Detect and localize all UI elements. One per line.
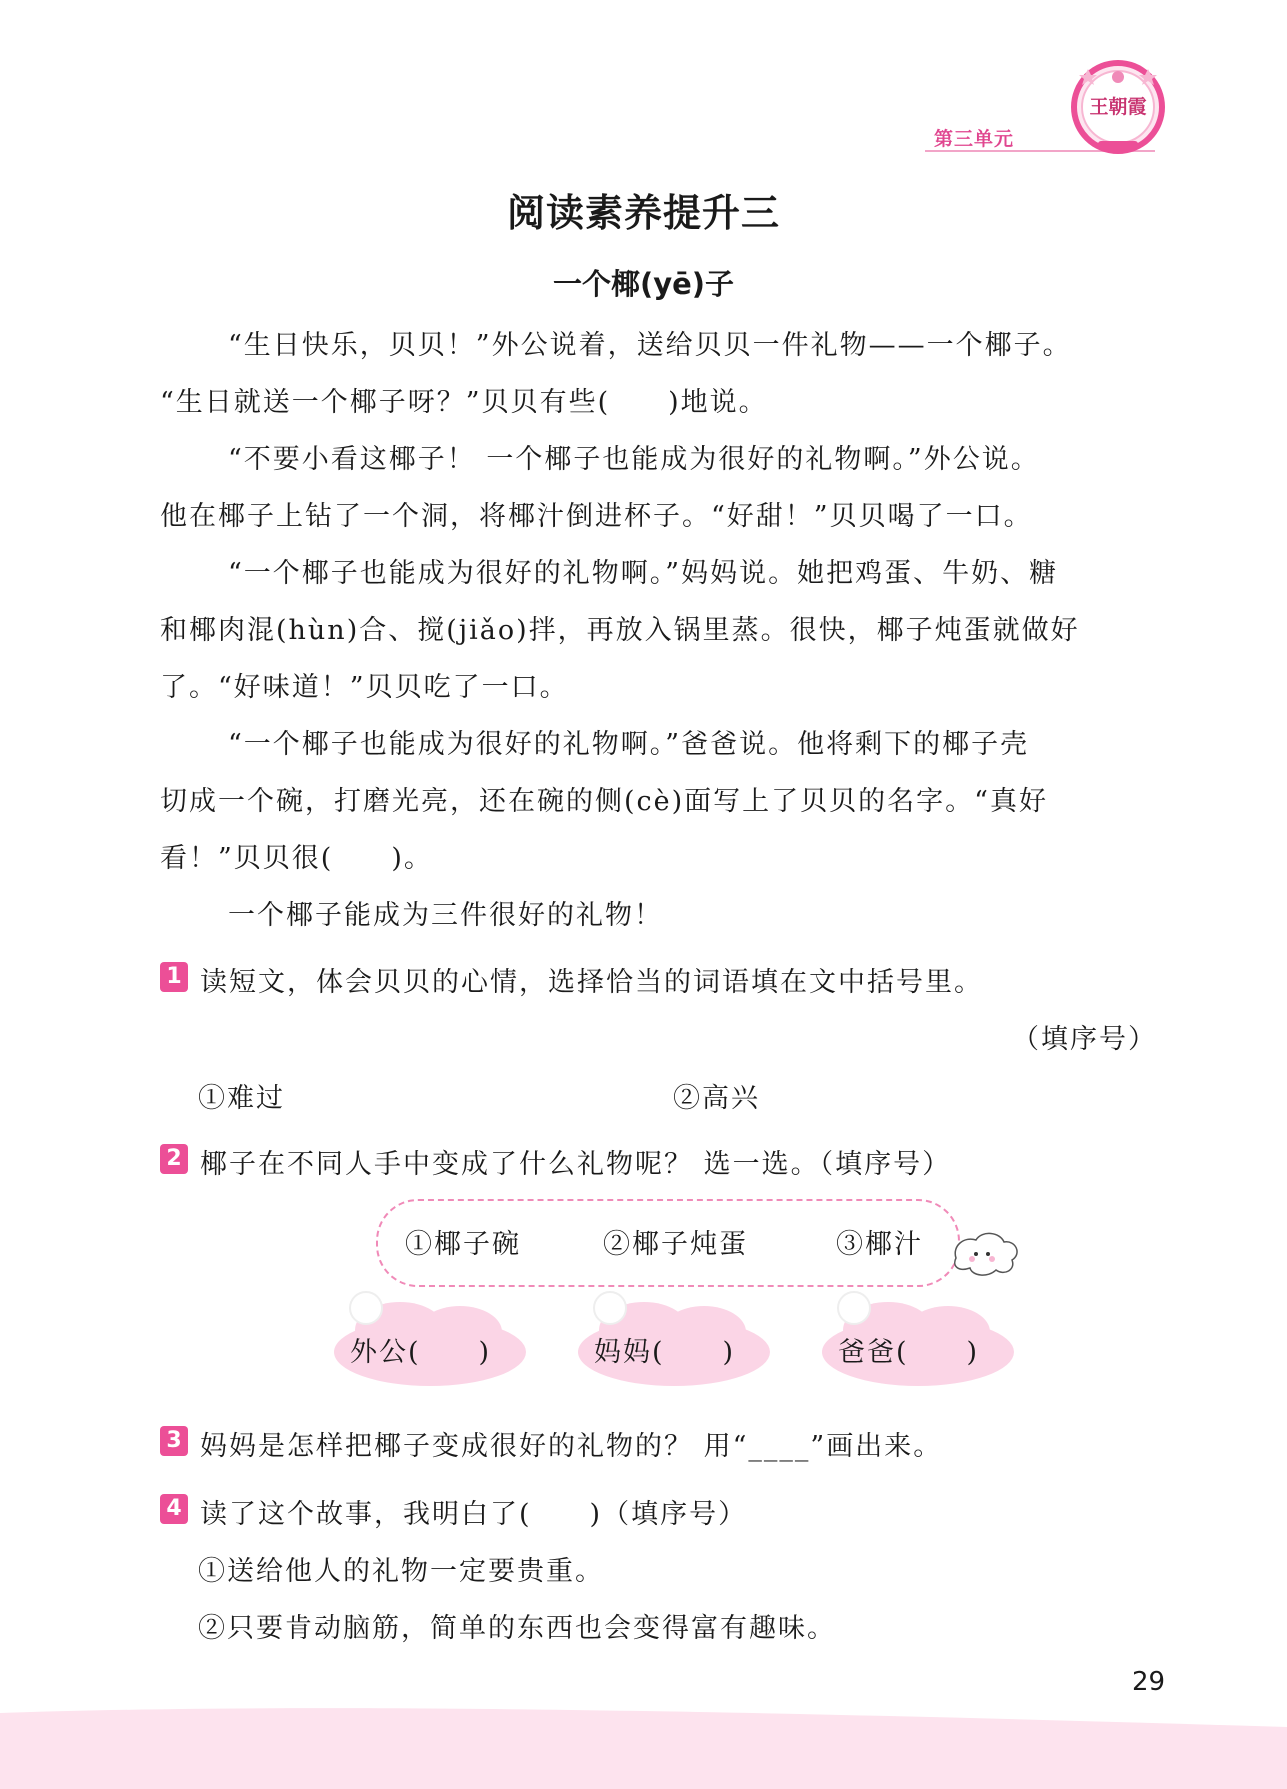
author-badge-text: 王朝霞 — [1089, 96, 1147, 118]
story-line: 和椰肉混(hùn)合、搅(jiǎo)拌，再放入锅里蒸。很快，椰子炖蛋就做好 — [160, 615, 1080, 646]
question-number-4: 4 — [160, 1494, 188, 1524]
question-1-text: 读短文，体会贝贝的心情，选择恰当的词语填在文中括号里。 — [200, 967, 983, 998]
story-line: 一个椰子能成为三件很好的礼物！ — [228, 900, 663, 931]
story-title: 一个椰(yē)子 — [552, 267, 735, 301]
page-number: 29 — [1132, 1667, 1166, 1697]
story-line: 他在椰子上钻了一个洞，将椰汁倒进杯子。“好甜！”贝贝喝了一口。 — [160, 501, 1033, 532]
story-line: 看！”贝贝很( )。 — [160, 843, 433, 874]
story-line: “一个椰子也能成为很好的礼物啊。”爸爸说。他将剩下的椰子壳 — [228, 729, 1030, 760]
question-1-option: ②高兴 — [673, 1083, 760, 1114]
story-line: “生日就送一个椰子呀？”贝贝有些( )地说。 — [160, 387, 768, 418]
question-2-text: 椰子在不同人手中变成了什么礼物呢？ 选一选。（填序号） — [200, 1149, 952, 1180]
page-title: 阅读素养提升三 — [506, 191, 780, 235]
question-number-2: 2 — [160, 1144, 188, 1174]
question-1-option: ①难过 — [198, 1083, 285, 1114]
question-2-option: ①椰子碗 — [405, 1229, 521, 1260]
question-4-text: 读了这个故事，我明白了( )（填序号） — [200, 1499, 748, 1530]
question-4-option: ②只要肯动脑筋，简单的东西也会变得富有趣味。 — [198, 1613, 836, 1644]
question-number-1: 1 — [160, 962, 188, 992]
story-line: 切成一个碗，打磨光亮，还在碗的侧(cè)面写上了贝贝的名字。“真好 — [160, 786, 1048, 817]
answer-blank-mama[interactable]: 妈妈( ) — [594, 1337, 736, 1368]
unit-label: 第三单元 — [934, 128, 1015, 150]
question-3-text: 妈妈是怎样把椰子变成很好的礼物的？ 用“____”画出来。 — [200, 1431, 943, 1462]
story-line: “不要小看这椰子！ 一个椰子也能成为很好的礼物啊。”外公说。 — [228, 444, 1040, 475]
story-line: 了。“好味道！”贝贝吃了一口。 — [160, 672, 569, 703]
answer-blank-baba[interactable]: 爸爸( ) — [838, 1337, 980, 1368]
question-number-3: 3 — [160, 1426, 188, 1456]
question-4-option: ①送给他人的礼物一定要贵重。 — [198, 1556, 604, 1587]
question-1-note: （填序号） — [1012, 1024, 1157, 1055]
question-2-option: ③椰汁 — [836, 1229, 923, 1260]
story-line: “一个椰子也能成为很好的礼物啊。”妈妈说。她把鸡蛋、牛奶、糖 — [228, 558, 1059, 589]
cloud-mascot-icon — [950, 1228, 1022, 1278]
question-2-option: ②椰子炖蛋 — [603, 1229, 748, 1260]
story-line: “生日快乐，贝贝！”外公说着，送给贝贝一件礼物——一个椰子。 — [228, 330, 1072, 361]
footer-band — [0, 1705, 1287, 1789]
answer-blank-waigong[interactable]: 外公( ) — [350, 1337, 492, 1368]
